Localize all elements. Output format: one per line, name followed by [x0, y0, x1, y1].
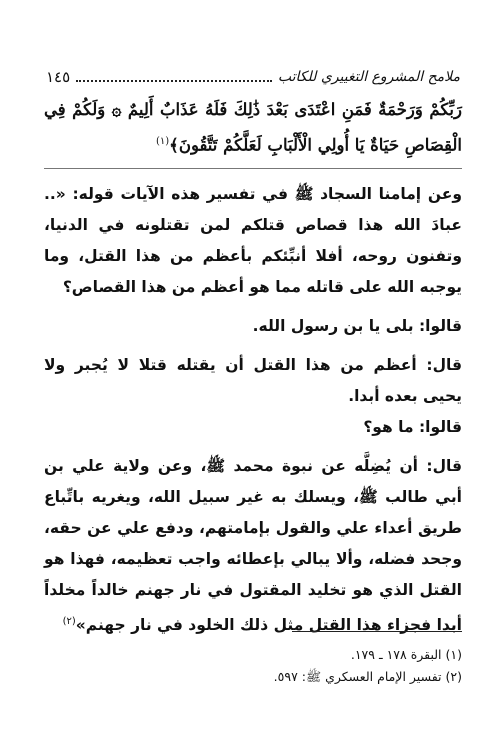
quran-verse	[44, 94, 462, 162]
footnote-ref-2: (٢)	[62, 615, 76, 627]
paragraph-what-is-it: قالوا: ما هو؟	[363, 417, 462, 436]
page-body	[44, 94, 462, 641]
quran-verse-text: رَبِّكُمْ وَرَحْمَةٌ فَمَنِ اعْتَدَى بَعْدَ ذَٰلِكَ فَلَهُ عَذَابٌ أَلِيمٌ ۞ وَلَكُمْ فِي الْقِصَاصِ حَيَاةٌ يَا أُولِي الْأَلْبَابِ لَعَلَّكُمْ تَتَّقُونَ﴾	[44, 100, 462, 155]
running-title: ملامح المشروع التغييري للكاتب	[277, 69, 460, 85]
footnote-1: (١) البقرة ١٧٨ ـ ١٧٩.	[350, 647, 462, 662]
paragraph-answer-text: قال: أن يُضِلَّه عن نبوة محمد ﷺ، وعن ولاية علي بن أبي طالب ﷺ، ويسلك به غير سبيل الله، ويغريه باتِّباع طريق أعداء علي والقول بإمامتهم، ودفع علي عن حقه، وجحد فضله، وألا يبالي بإعطائه واجب تعظيمه، فهذا هو القتل الذي هو تخليد المقتول في نار جهنم خالداً مخلداً أبدا فجزاء هذا القتل مثل ذلك الخلود في نار جهنم»	[44, 456, 462, 634]
footnote-2: (٢) تفسير الإمام العسكري ﷺ: ٥٩٧.	[273, 669, 462, 684]
paragraph-greater-killing: قال: أعظم من هذا القتل أن يقتله قتلا لا يُجبر ولا يحيى بعده أبدا.	[44, 355, 462, 405]
page-number: ١٤٥	[46, 68, 71, 86]
running-header	[46, 66, 460, 88]
paragraph-answer	[44, 451, 462, 641]
footnotes	[44, 644, 462, 688]
footnote-separator	[292, 631, 462, 632]
footnote-ref-1: (١)	[155, 136, 170, 147]
paragraph-sajjad: وعن إمامنا السجاد ﷺ في تفسير هذه الآيات قوله: «.. عبادَ الله هذا قصاص قتلكم لمن تقتلونه في الدنيا، وتفنون روحه، أفلا أنبِّئكم بأعظم من هذا القتل، وما يوجبه الله على قاتله مما هو أعظم من هذا القصاص؟	[44, 184, 462, 296]
header-dot-leader	[76, 80, 272, 82]
paragraph-they-said-yes: قالوا: بلى يا بن رسول الله.	[252, 316, 462, 335]
verse-divider	[44, 168, 462, 169]
